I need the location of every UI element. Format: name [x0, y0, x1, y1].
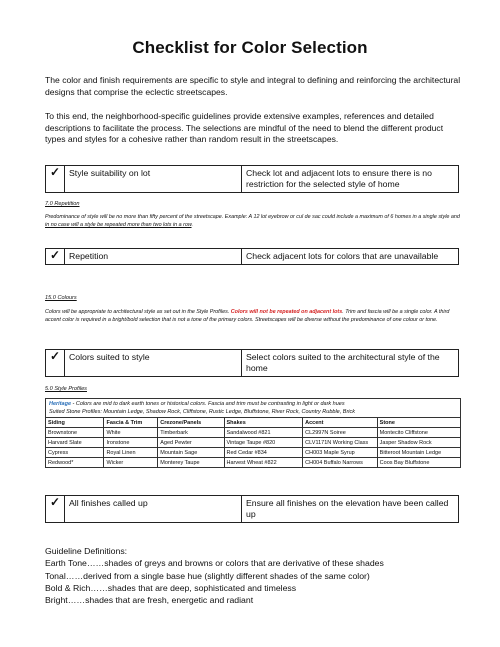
repetition-note — [45, 213, 460, 230]
check-mark-icon: ✓ — [46, 496, 65, 523]
table-cell: CH004 Buffalo Narrows — [303, 458, 378, 468]
checklist-item: All finishes called up — [65, 496, 242, 523]
table-cell: White — [104, 428, 158, 438]
column-header: Accent — [303, 418, 378, 428]
checklist-colors-style — [45, 349, 459, 377]
style-profile-table — [45, 398, 461, 468]
table-cell: Bitteroot Mountain Ledge — [377, 448, 460, 458]
table-cell: Aged Pewter — [158, 438, 224, 448]
definition-item: Earth Tone……shades of greys and browns or colors that are derivative of these shades — [45, 558, 384, 569]
style-description: - Colors are mid to dark earth tones or historical colors. Fascia and trim must be contrasting in light or dark hues — [71, 401, 345, 407]
table-cell: CH003 Maple Syrup — [303, 448, 378, 458]
table-cell: Jasper Shadow Rock — [377, 438, 460, 448]
table-cell: Monterey Taupe — [158, 458, 224, 468]
intro-paragraph-1: The color and finish requirements are specific to style and integral to defining and reinforcing the architectural designs that comprise the eclectic streetscapes. — [45, 75, 461, 97]
table-cell: Royal Linen — [104, 448, 158, 458]
table-cell: CLV1171N Working Class — [303, 438, 378, 448]
color-table — [46, 417, 460, 467]
style-profile-header — [46, 399, 460, 417]
column-header: Siding — [46, 418, 104, 428]
check-mark-icon: ✓ — [46, 350, 65, 377]
table-row — [46, 448, 460, 458]
suited-stone-profiles: Suited Stone Profiles: Mountain Ledge, Shadow Rock, Cliffstone, Rustic Ledge, Bluffstone, River Rock, Country Rubble, Brick — [49, 408, 356, 415]
checklist-repetition — [45, 248, 459, 265]
checklist-action: Check adjacent lots for colors that are unavailable — [242, 249, 459, 265]
check-mark-icon: ✓ — [46, 166, 65, 193]
repetition-note-end: . — [191, 222, 194, 229]
table-row — [46, 428, 460, 438]
colours-note — [45, 308, 460, 325]
table-cell: Mountain Sage — [158, 448, 224, 458]
table-cell: Red Cedar #834 — [224, 448, 303, 458]
table-cell: Ironstone — [104, 438, 158, 448]
checklist-action: Check lot and adjacent lots to ensure there is no restriction for the selected style of home — [242, 166, 459, 193]
definition-item: Tonal……derived from a single base hue (slightly different shades of the same color) — [45, 570, 370, 581]
table-cell: Vintage Taupe #820 — [224, 438, 303, 448]
section-ref-style-profiles[interactable]: 5.0 Style Profiles — [45, 386, 87, 392]
checklist-finishes — [45, 495, 459, 523]
table-header-row — [46, 418, 460, 428]
definition-item: Bright……shades that are fresh, energetic and radiant — [45, 595, 254, 606]
colours-note-warning: Colors will not be repeated on adjacent lots — [230, 309, 343, 315]
table-row — [46, 458, 460, 468]
checklist-item: Repetition — [65, 249, 242, 265]
table-row — [46, 438, 460, 448]
table-cell: Timberbark — [158, 428, 224, 438]
column-header: Stone — [377, 418, 460, 428]
table-cell: Harvest Wheat #822 — [224, 458, 303, 468]
column-header: Crezone/Panels — [158, 418, 224, 428]
colours-note-text-a: Colors will be appropriate to architectural style as set out in the Style Profiles. — [45, 309, 231, 315]
intro-paragraph-2: To this end, the neighborhood-specific guidelines provide extensive examples, references and detailed descriptions to facilitate the process. The selections are mindful of the need to blend the different product types and styles for a cohesive rather than random result in the streetscapes. — [45, 111, 444, 145]
repetition-note-text: Predominance of style will be no more than fifty percent of the streetscape. Example: A 12 lot eyebrow or cul de sac could include a maximum of 6 homes in a single style and — [45, 214, 460, 220]
section-ref-colours[interactable]: 15.0 Colours — [45, 295, 77, 301]
table-cell: Brownstone — [46, 428, 104, 438]
table-cell: Montecito Cliffstone — [377, 428, 460, 438]
checklist-action: Ensure all finishes on the elevation have been called up — [242, 496, 459, 523]
definition-item: Bold & Rich……shades that are deep, sophisticated and timeless — [45, 582, 297, 593]
style-name: Heritage — [49, 401, 72, 407]
guideline-definitions — [45, 545, 465, 606]
table-cell: Harvard Slate — [46, 438, 104, 448]
colours-note-text-b: . Trim and fascia will be a single color. A third accent color is required in a bright/bold selection that is not a tone of the primary colors. Streetscapes will be diverse without the predominance of one colour or tone. — [45, 309, 450, 324]
checklist-action: Select colors suited to the architectural style of the home — [242, 350, 459, 377]
page-title: Checklist for Color Selection — [132, 38, 368, 57]
check-mark-icon: ✓ — [46, 249, 65, 265]
table-cell: CL2997N Soiree — [303, 428, 378, 438]
table-cell: Wicker — [104, 458, 158, 468]
checklist-item: Colors suited to style — [65, 350, 242, 377]
section-ref-repetition[interactable]: 7.0 Repetition — [45, 201, 80, 207]
checklist-item: Style suitability on lot — [65, 166, 242, 193]
table-cell: Cypress — [46, 448, 104, 458]
checklist-style-suitability — [45, 165, 459, 193]
table-cell: Coos Bay Bluffstone — [377, 458, 460, 468]
table-cell: Sandalwood #821 — [224, 428, 303, 438]
table-cell: Redwood* — [46, 458, 104, 468]
column-header: Shakes — [224, 418, 303, 428]
column-header: Fascia & Trim — [104, 418, 158, 428]
definitions-heading: Guideline Definitions: — [45, 546, 128, 556]
repetition-note-underlined: in no case will a style be repeated more than two lots in a row — [45, 222, 192, 229]
